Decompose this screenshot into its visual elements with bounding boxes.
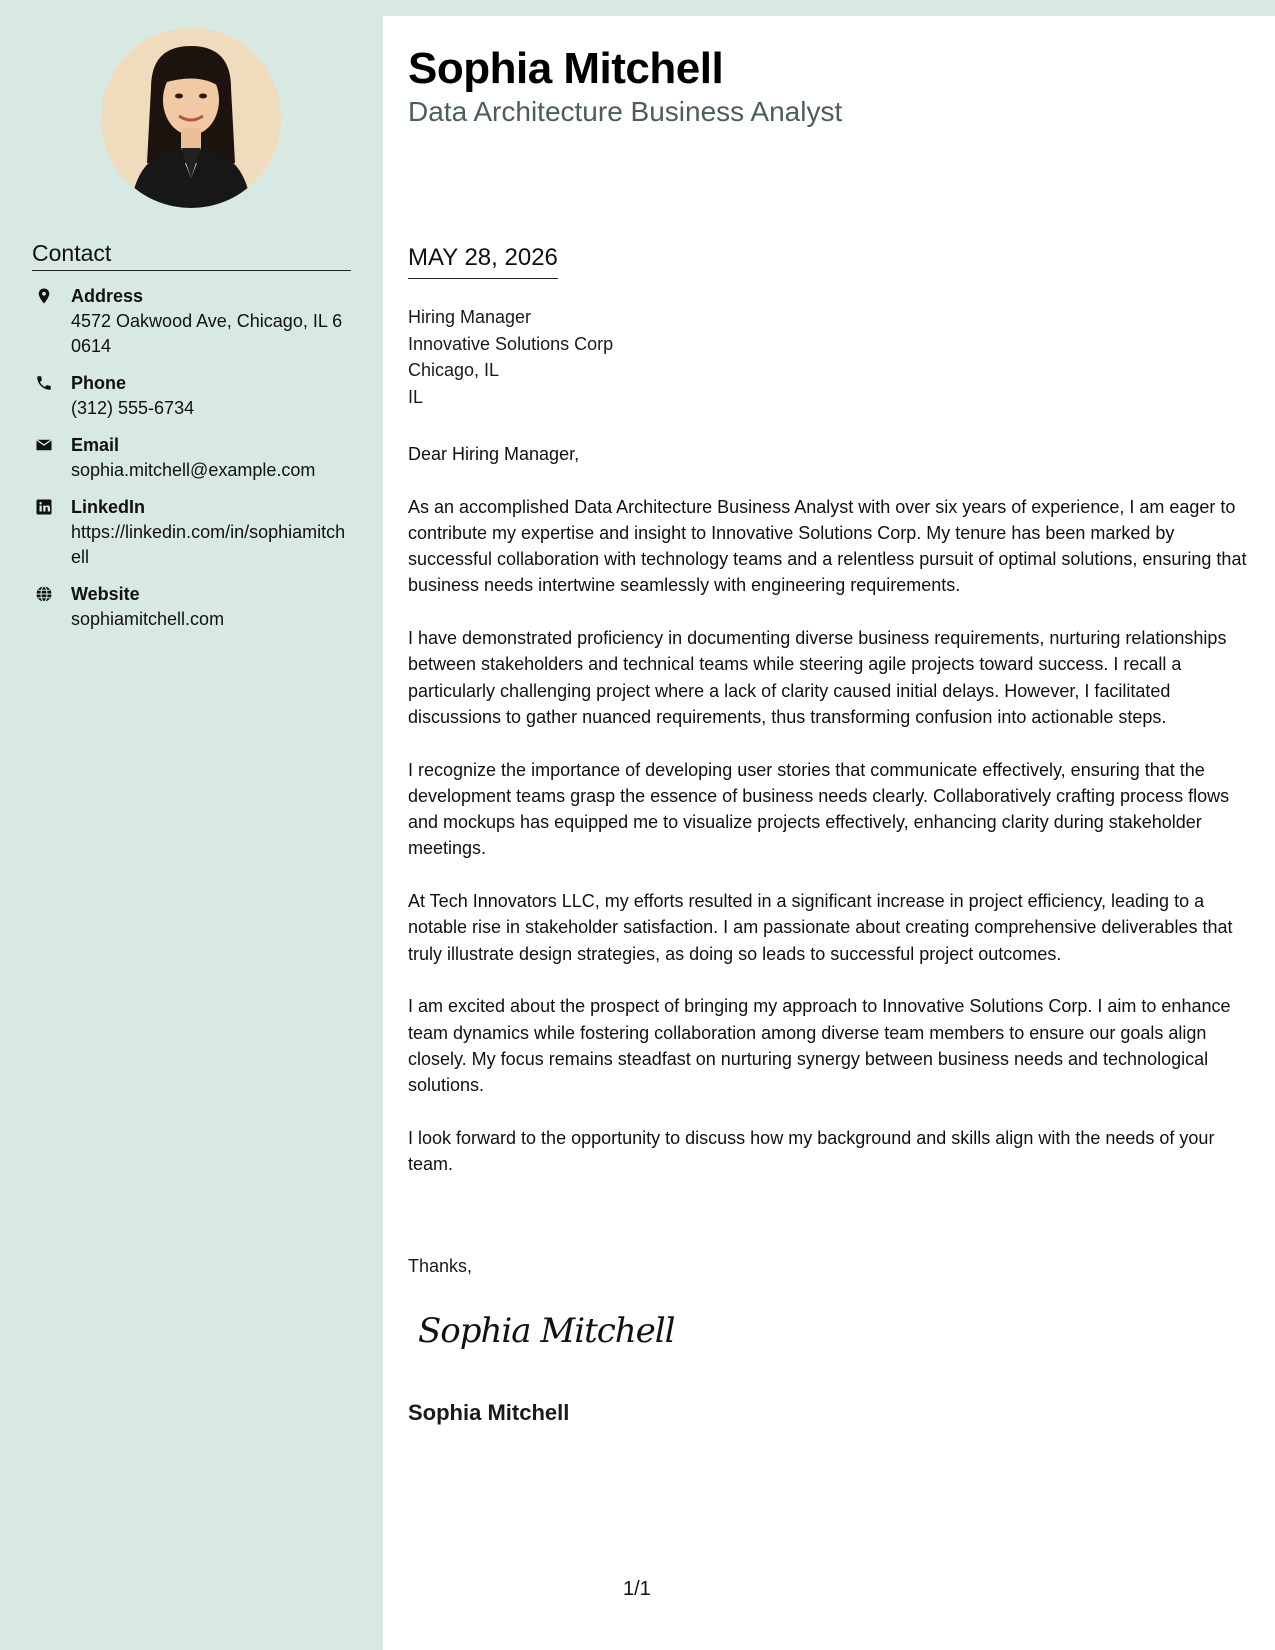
closing: Thanks, — [408, 1256, 473, 1276]
contact-email-value[interactable]: sophia.mitchell@example.com — [71, 460, 316, 480]
contact-address-value: 4572 Oakwood Ave, Chicago, IL 60614 — [71, 311, 343, 356]
contact-address-label: Address — [71, 286, 144, 306]
paragraph: I am excited about the prospect of bringing my approach to Innovative Solutions Corp. I aim to enhance team dynamics while fostering collaboration among diverse team members to ensure our goals align closely. My focus remains steadfast on nurturing synergy between business needs and technological solutions. — [408, 996, 1231, 1096]
paragraph: I have demonstrated proficiency in documenting diverse business requirements, nurturing relationships between stakeholders and technical teams while steering agile projects toward success. I recall a particularly challenging project where a lack of clarity caused initial delays. However, I facilitated discussions to gather nuanced requirements, thus transforming confusion into actionable steps. — [408, 628, 1227, 727]
contact-website-value[interactable]: sophiamitchell.com — [71, 609, 225, 629]
linkedin-icon — [35, 498, 53, 516]
contact-website — [32, 582, 352, 632]
recipient-line: Chicago, IL — [408, 360, 500, 380]
profile-photo — [101, 28, 281, 208]
recipient-block — [408, 304, 613, 410]
contact-list — [32, 284, 352, 644]
email-icon — [35, 436, 53, 454]
paragraph: At Tech Innovators LLC, my efforts resulted in a significant increase in project efficiency, leading to a notable rise in stakeholder satisfaction. I am passionate about creating comprehensive deliverables that truly illustrate design strategies, as doing so leads to successful project outcomes. — [408, 891, 1233, 964]
paragraph: As an accomplished Data Architecture Business Analyst with over six years of experience, I am eager to contribute my expertise and insight to Innovative Solutions Corp. My tenure has been marked by successful collaboration with technology teams and a relentless pursuit of optimal solutions, ensuring that business needs intertwine seamlessly with engineering requirements. — [408, 496, 1247, 596]
page-number: 1/1 — [623, 1578, 651, 1600]
signed-name: Sophia Mitchell — [408, 1400, 570, 1425]
contact-phone-label: Phone — [71, 373, 127, 393]
recipient-line: IL — [408, 386, 424, 407]
contact-website-label: Website — [71, 584, 140, 604]
contact-heading: Contact — [32, 240, 351, 271]
paragraph: I recognize the importance of developing user stories that communicate effectively, ensuring that the development teams grasp the essence of business needs clearly. Collaboratively crafting process flows and mockups has equipped me to visualize projects effectively, enhancing clarity during stakeholder meetings. — [408, 759, 1230, 859]
recipient-line: Hiring Manager — [408, 307, 532, 327]
letter-text — [408, 441, 1248, 1204]
phone-icon — [35, 374, 53, 392]
sidebar — [0, 0, 383, 1650]
letter-body — [383, 16, 1275, 1650]
letter-date: MAY 28, 2026 — [408, 244, 558, 279]
contact-phone-value: (312) 555-6734 — [71, 398, 195, 418]
recipient-line: Innovative Solutions Corp — [408, 333, 614, 354]
contact-linkedin-value[interactable]: https://linkedin.com/in/sophiamitchell — [71, 522, 346, 567]
globe-icon — [35, 585, 53, 603]
applicant-name: Sophia Mitchell — [408, 44, 724, 93]
contact-linkedin — [32, 495, 352, 570]
contact-phone — [32, 371, 352, 421]
salutation: Dear Hiring Manager, — [408, 444, 580, 464]
contact-email-label: Email — [71, 435, 120, 455]
contact-email — [32, 433, 352, 483]
applicant-title: Data Architecture Business Analyst — [408, 96, 843, 127]
contact-address — [32, 284, 352, 359]
signature: Sophia Mitchell — [418, 1311, 675, 1351]
contact-linkedin-label: LinkedIn — [71, 497, 146, 517]
paragraph: I look forward to the opportunity to discuss how my background and skills align with the needs of your team. — [408, 1127, 1215, 1175]
map-pin-icon — [35, 287, 53, 305]
